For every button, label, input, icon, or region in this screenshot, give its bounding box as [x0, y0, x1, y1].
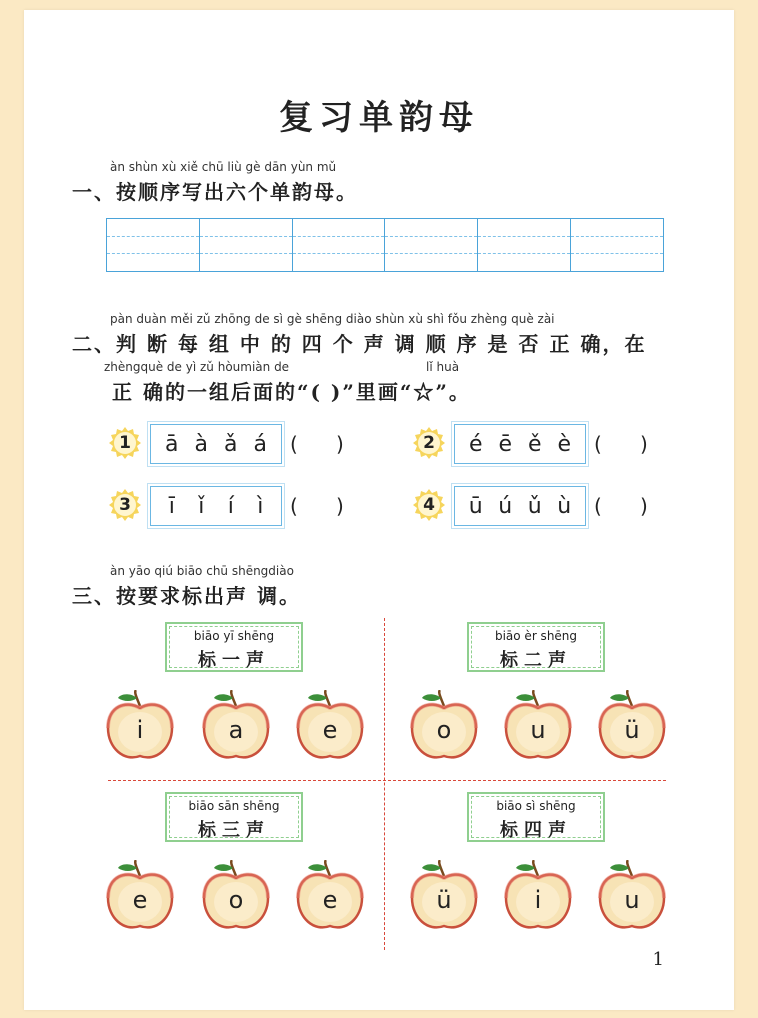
vowel-letter: o — [228, 886, 244, 914]
tone-letter: ú — [498, 493, 513, 519]
apple-vowel[interactable] — [106, 690, 174, 762]
label-third-tone: biāo sān shēng 标三声 — [165, 792, 303, 842]
number-badge-4: 4 — [412, 488, 446, 522]
section3-question: 三、按要求标出声 调。 — [72, 584, 301, 608]
answer-paren-3[interactable]: ( ) — [290, 494, 344, 518]
tone-letter: ǐ — [198, 493, 205, 519]
answer-paren-4[interactable]: ( ) — [594, 494, 648, 518]
section1-question: 一、按顺序写出六个单韵母。 — [72, 180, 358, 204]
tone-box-4 — [454, 486, 586, 526]
label-fourth-tone: biāo sì shēng 标四声 — [467, 792, 605, 842]
answer-paren-1[interactable]: ( ) — [290, 432, 344, 456]
writing-grid[interactable] — [106, 218, 664, 272]
tone-letter: ē — [498, 431, 513, 457]
divider-horizontal — [108, 780, 666, 781]
tone-letter: ǔ — [527, 493, 542, 519]
section2-question-line1: 二、判 断 每 组 中 的 四 个 声 调 顺 序 是 否 正 确，在 — [72, 332, 647, 356]
grid-cell[interactable] — [107, 219, 200, 271]
tone-letter: ā — [165, 431, 179, 457]
section3-pinyin: àn yāo qiú biāo chū shēngdiào — [110, 564, 294, 578]
section2-pinyin-line2b: lǐ huà — [426, 360, 460, 374]
section2-pinyin-line1: pàn duàn měi zǔ zhōng de sì gè shēng diào shùn xù shì fǒu zhèng què zài — [110, 312, 555, 326]
apple-vowel[interactable] — [202, 860, 270, 932]
vowel-letter: ü — [436, 886, 452, 914]
tone-letter: á — [253, 431, 267, 457]
page-number: 1 — [652, 949, 664, 970]
section2-pinyin-line2a: zhèngquè de yì zǔ hòumiàn de — [104, 360, 290, 374]
grid-cell[interactable] — [385, 219, 478, 271]
vowel-letter: u — [624, 886, 640, 914]
vowel-letter: e — [322, 716, 338, 744]
section1-pinyin: àn shùn xù xiě chū liù gè dān yùn mǔ — [110, 160, 337, 174]
tone-box-2 — [454, 424, 586, 464]
apple-vowel[interactable] — [410, 690, 478, 762]
vowel-letter: e — [322, 886, 338, 914]
tone-letter: ě — [527, 431, 542, 457]
apple-vowel[interactable] — [410, 860, 478, 932]
apple-vowel[interactable] — [504, 860, 572, 932]
apple-vowel[interactable] — [598, 860, 666, 932]
apple-vowel[interactable] — [296, 860, 364, 932]
divider-vertical — [384, 618, 385, 950]
tone-box-3 — [150, 486, 282, 526]
tone-letter: ī — [168, 493, 175, 519]
vowel-letter: ü — [624, 716, 640, 744]
tone-letter: ì — [257, 493, 264, 519]
number-badge-3: 3 — [108, 488, 142, 522]
tone-letter: ū — [468, 493, 483, 519]
vowel-letter: u — [530, 716, 546, 744]
vowel-letter: a — [228, 716, 244, 744]
page-title: 复习单韵母 — [279, 98, 479, 138]
grid-cell[interactable] — [571, 219, 663, 271]
apple-vowel[interactable] — [598, 690, 666, 762]
tone-letter: í — [227, 493, 234, 519]
answer-paren-2[interactable]: ( ) — [594, 432, 648, 456]
tone-letter: è — [557, 431, 572, 457]
tone-letter: ǎ — [224, 431, 238, 457]
vowel-letter: i — [136, 716, 144, 744]
apple-vowel[interactable] — [504, 690, 572, 762]
vowel-letter: i — [534, 886, 542, 914]
tone-letter: à — [194, 431, 208, 457]
tone-letter: é — [468, 431, 483, 457]
apple-vowel[interactable] — [106, 860, 174, 932]
tone-box-1 — [150, 424, 282, 464]
apple-vowel[interactable] — [202, 690, 270, 762]
grid-cell[interactable] — [200, 219, 293, 271]
label-second-tone: biāo èr shēng 标二声 — [467, 622, 605, 672]
number-badge-1: 1 — [108, 426, 142, 460]
grid-cell[interactable] — [478, 219, 571, 271]
vowel-letter: e — [132, 886, 148, 914]
apple-vowel[interactable] — [296, 690, 364, 762]
tone-letter: ù — [557, 493, 572, 519]
section2-question-line2: 正 确的一组后面的“( )”里画“☆”。 — [112, 380, 471, 404]
label-first-tone: biāo yī shēng 标一声 — [165, 622, 303, 672]
worksheet-page — [24, 10, 734, 1010]
number-badge-2: 2 — [412, 426, 446, 460]
grid-cell[interactable] — [293, 219, 386, 271]
vowel-letter: o — [436, 716, 452, 744]
